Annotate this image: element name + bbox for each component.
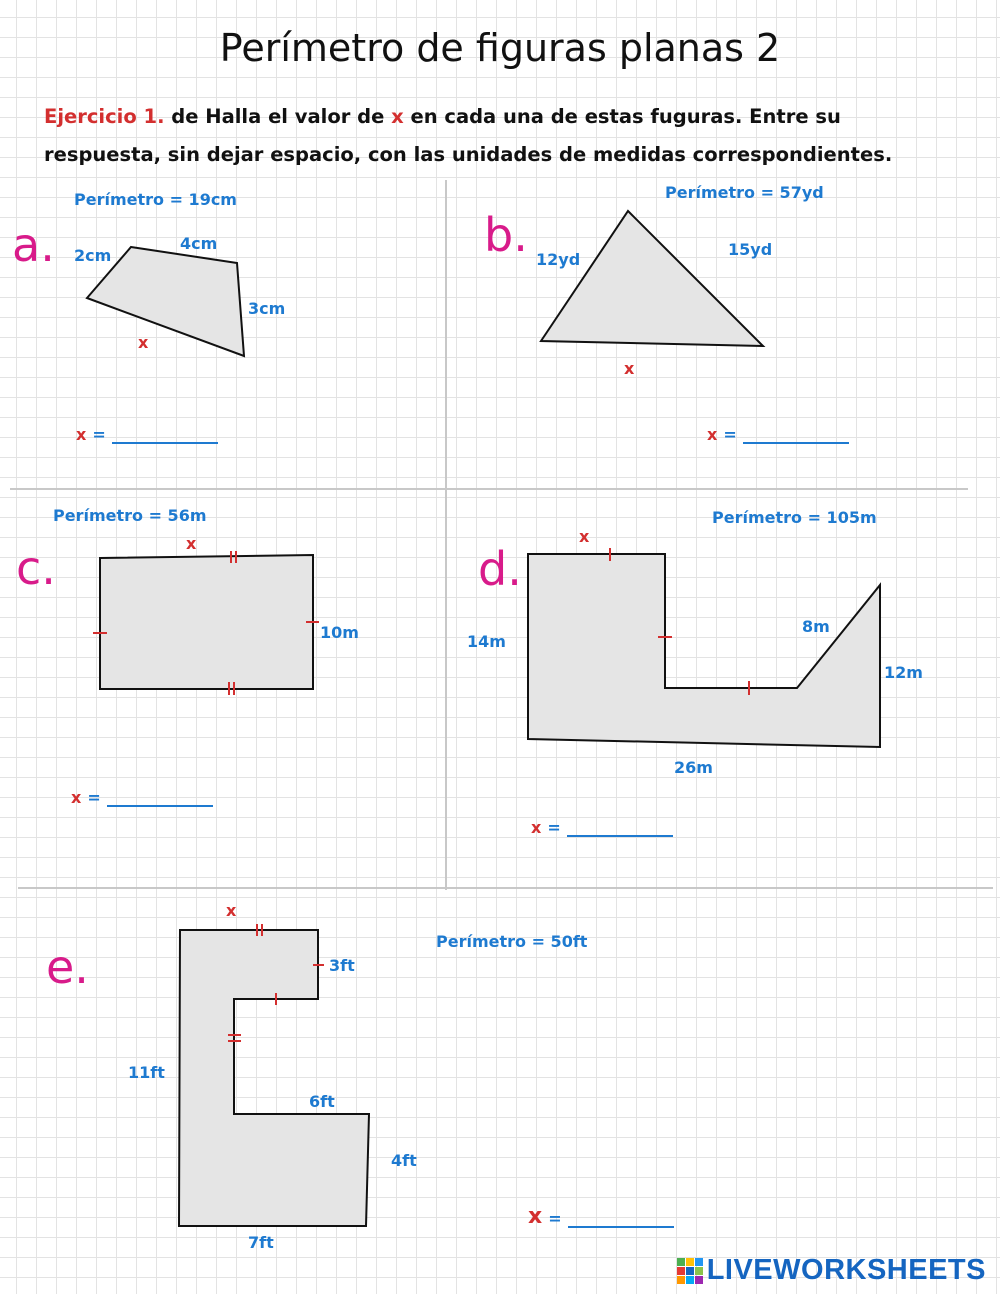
page-title: Perímetro de figuras planas 2 [219,26,781,70]
logo-square [686,1276,694,1284]
x-marker-c: x [186,534,197,553]
logo-square [677,1276,685,1284]
answer-x-b: x [707,425,718,444]
answer-x-c: x [71,788,82,807]
answer-row-e [528,1206,674,1228]
logo-icon [677,1258,703,1284]
x-marker-b: x [624,359,635,378]
answer-eq-a: = [92,425,106,444]
perimeter-a: Perímetro = 19cm [74,190,237,209]
label-e-11ft: 11ft [128,1063,165,1082]
answer-input-b[interactable] [743,424,849,444]
label-b-12yd: 12yd [536,250,581,269]
letter-b: b. [484,208,528,262]
perimeter-d: Perímetro = 105m [712,508,877,527]
logo-square [677,1258,685,1266]
label-e-6ft: 6ft [309,1092,335,1111]
answer-input-e[interactable] [568,1208,674,1228]
label-a-3cm: 3cm [248,299,286,318]
logo-square [686,1258,694,1266]
answer-input-d[interactable] [567,817,673,837]
logo-text: LIVEWORKSHEETS [706,1254,986,1286]
logo-square [695,1267,703,1275]
logo-square [695,1276,703,1284]
answer-row-b [707,424,849,444]
shape-c-rectangle [100,555,313,689]
label-d-8m: 8m [802,617,830,636]
x-marker-e: x [226,901,237,920]
label-e-7ft: 7ft [248,1233,274,1252]
answer-eq-d: = [547,818,561,837]
instructions-text-2: en cada una de estas fuguras. Entre su respuesta, sin dejar espacio, con las unidades de medidas correspondientes. [44,105,893,166]
liveworksheets-logo [677,1254,986,1287]
label-d-14m: 14m [467,632,506,651]
answer-eq-b: = [723,425,737,444]
label-b-15yd: 15yd [728,240,773,259]
logo-square [677,1267,685,1275]
letter-e: e. [46,940,89,994]
logo-square [686,1267,694,1275]
letter-c: c. [16,541,56,595]
label-d-12m: 12m [884,663,923,682]
answer-row-c [71,787,213,807]
answer-input-a[interactable] [112,424,218,444]
instructions-x: x [391,105,404,128]
shape-d-l-shape [528,554,880,747]
label-a-4cm: 4cm [180,234,218,253]
answer-input-c[interactable] [107,787,213,807]
x-marker-d: x [579,527,590,546]
x-marker-a: x [138,333,149,352]
label-e-4ft: 4ft [391,1151,417,1170]
answer-row-a [76,424,218,444]
perimeter-c: Perímetro = 56m [53,506,207,525]
instructions-text-1: de Halla el valor de [171,105,385,128]
label-a-2cm: 2cm [74,246,112,265]
answer-x-d: x [531,818,542,837]
letter-d: d. [478,542,522,596]
label-e-3ft: 3ft [329,956,355,975]
answer-eq-c: = [87,788,101,807]
label-d-26m: 26m [674,758,713,777]
letter-a: a. [12,218,55,272]
perimeter-e: Perímetro = 50ft [436,932,588,951]
answer-eq-e: = [548,1209,562,1228]
label-c-10m: 10m [320,623,359,642]
exercise-label: Ejercicio 1. [44,105,165,128]
answer-row-d [531,817,673,837]
perimeter-b: Perímetro = 57yd [665,183,824,202]
answer-x-a: x [76,425,87,444]
shape-b-triangle [541,211,763,346]
logo-square [695,1258,703,1266]
answer-x-e: x [528,1204,543,1229]
